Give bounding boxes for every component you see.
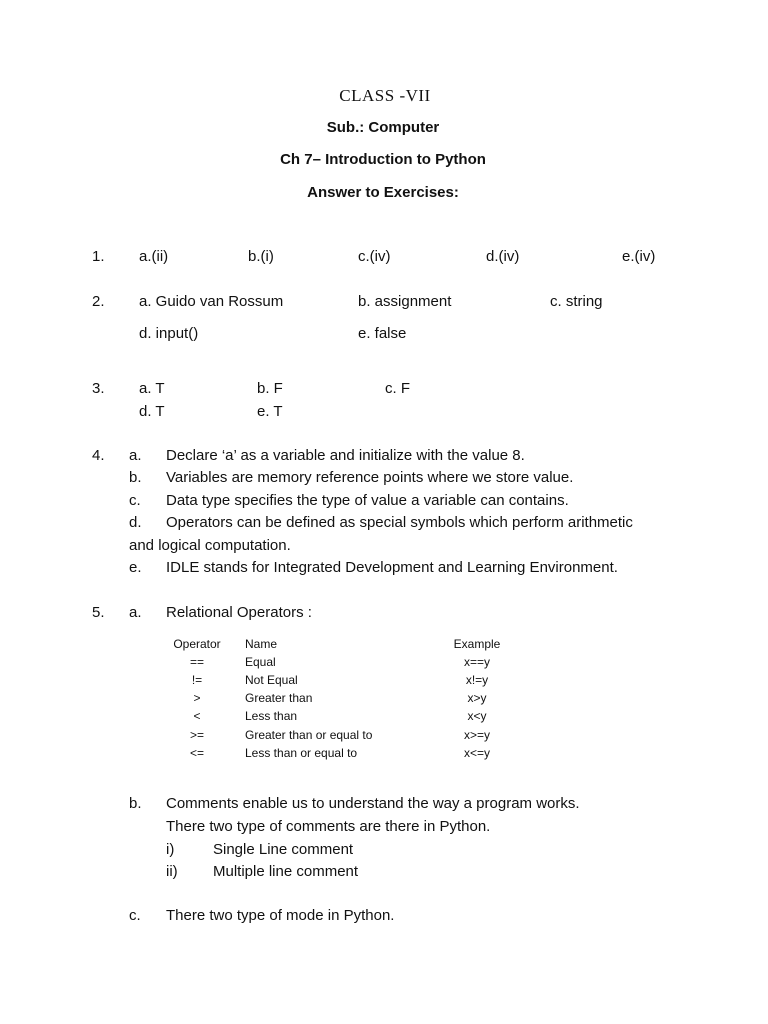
- q4-number: 4.: [92, 447, 105, 464]
- q5-subitem-number: ii): [166, 863, 178, 880]
- q3-answer-b: b. F: [257, 380, 283, 397]
- table-row-example: x!=y: [465, 673, 489, 687]
- q5-answer-b-line1: Comments enable us to understand the way a program works.: [166, 795, 580, 812]
- table-row-example: x<y: [467, 709, 487, 723]
- q4-letter-c: c.: [129, 492, 141, 509]
- table-row-example: x>y: [467, 691, 487, 705]
- q2-answer-d: d. input(): [139, 325, 199, 342]
- q2-number: 2.: [92, 293, 105, 310]
- q4-letter-e: e.: [129, 559, 142, 576]
- q5-answer-b-line2: There two type of comments are there in Python.: [166, 818, 491, 835]
- table-row-operator: <: [193, 709, 201, 723]
- table-row-example: x==y: [463, 655, 491, 669]
- table-row-operator: ==: [189, 655, 205, 669]
- q1-answer-e: e.(iv): [622, 248, 656, 265]
- q5-letter-a: a.: [129, 604, 142, 621]
- q1-answer-a: a.(ii): [139, 248, 169, 265]
- q1-answer-b: b.(i): [248, 248, 274, 265]
- q2-answer-c: c. string: [550, 293, 603, 310]
- table-row-operator: <=: [189, 746, 205, 760]
- q2-answer-a: a. Guido van Rossum: [139, 293, 284, 310]
- q5-answer-a: Relational Operators :: [166, 604, 312, 621]
- subject-heading: Sub.: Computer: [326, 119, 440, 136]
- table-header-example: Example: [453, 637, 501, 651]
- q5-letter-c: c.: [129, 907, 141, 924]
- table-header-operator: Operator: [173, 637, 221, 651]
- q1-number: 1.: [92, 248, 105, 265]
- q4-answer-b: Variables are memory reference points where we store value.: [166, 469, 574, 486]
- table-row-name: Equal: [245, 655, 276, 669]
- q3-number: 3.: [92, 380, 105, 397]
- q1-answer-d: d.(iv): [486, 248, 520, 265]
- q4-answer-d-continuation: and logical computation.: [129, 537, 291, 554]
- table-row-name: Not Equal: [245, 673, 298, 687]
- q2-answer-b: b. assignment: [358, 293, 452, 310]
- table-row-name: Less than or equal to: [245, 746, 358, 760]
- table-row-operator: >: [193, 691, 201, 705]
- q3-answer-e: e. T: [257, 403, 283, 420]
- q3-answer-a: a. T: [139, 380, 165, 397]
- q2-answer-e: e. false: [358, 325, 407, 342]
- class-title: CLASS -VII: [339, 86, 431, 105]
- table-row-example: x>=y: [463, 728, 491, 742]
- chapter-heading: Ch 7– Introduction to Python: [280, 151, 486, 168]
- table-header-name: Name: [245, 637, 278, 651]
- q4-letter-b: b.: [129, 469, 142, 486]
- q4-answer-a: Declare ‘a’ as a variable and initialize with the value 8.: [166, 447, 525, 464]
- q5-number: 5.: [92, 604, 105, 621]
- q3-answer-c: c. F: [385, 380, 410, 397]
- q3-answer-d: d. T: [139, 403, 165, 420]
- q5-subitem-number: i): [166, 841, 175, 858]
- q4-answer-d: Operators can be defined as special symbols which perform arithmetic: [166, 514, 633, 531]
- table-row-example: x<=y: [463, 746, 491, 760]
- q5-subitem-text: Single Line comment: [213, 841, 354, 858]
- q5-letter-b: b.: [129, 795, 142, 812]
- q4-answer-e: IDLE stands for Integrated Development and Learning Environment.: [166, 559, 618, 576]
- q4-letter-a: a.: [129, 447, 142, 464]
- q4-answer-c: Data type specifies the type of value a variable can contains.: [166, 492, 569, 509]
- table-row-name: Greater than: [245, 691, 313, 705]
- table-row-name: Greater than or equal to: [245, 728, 373, 742]
- q5-subitem-text: Multiple line comment: [213, 863, 359, 880]
- table-row-name: Less than: [245, 709, 298, 723]
- exercise-heading: Answer to Exercises:: [307, 184, 459, 201]
- q1-answer-c: c.(iv): [358, 248, 391, 265]
- q4-letter-d: d.: [129, 514, 142, 531]
- table-row-operator: >=: [189, 728, 205, 742]
- table-row-operator: !=: [191, 673, 203, 687]
- q5-answer-c: There two type of mode in Python.: [166, 907, 395, 924]
